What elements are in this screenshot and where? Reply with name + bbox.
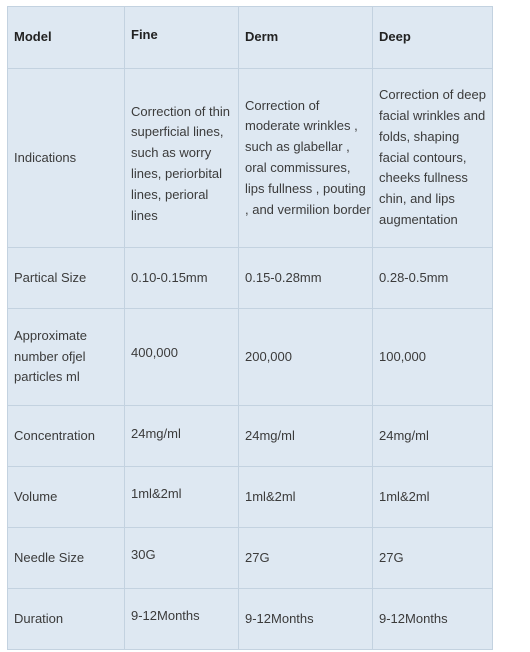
cell-derm: 0.15-0.28mm xyxy=(239,248,373,309)
cell-fine: 30G xyxy=(125,528,239,589)
cell-derm xyxy=(239,69,373,248)
cell-deep: 1ml&2ml xyxy=(373,467,493,528)
cell-deep xyxy=(373,69,493,248)
cell-fine: 0.10-0.15mm xyxy=(125,248,239,309)
header-model: Model xyxy=(8,7,125,69)
table-row xyxy=(8,248,493,309)
cell-fine: 1ml&2ml xyxy=(125,467,239,528)
cell-derm: 200,000 xyxy=(239,309,373,406)
cell-derm: 9-12Months xyxy=(239,589,373,650)
header-fine: Fine xyxy=(125,7,239,69)
row-label: Volume xyxy=(8,467,125,528)
table-row xyxy=(8,528,493,589)
row-label: Needle Size xyxy=(8,528,125,589)
cell-deep-text: Correction of deep facial wrinkles and folds, shaping facial contours, cheeks fullness chin, and lips augmentation xyxy=(379,87,486,227)
table-row xyxy=(8,589,493,650)
row-label: Approximate number ofjel particles ml xyxy=(8,309,125,406)
cell-fine: 9-12Months xyxy=(125,589,239,650)
row-label: Partical Size xyxy=(8,248,125,309)
cell-deep: 100,000 xyxy=(373,309,493,406)
cell-deep: 24mg/ml xyxy=(373,406,493,467)
row-label: Indications xyxy=(8,69,125,248)
cell-fine: 400,000 xyxy=(125,309,239,406)
cell-derm-text: Correction of moderate wrinkles , such as glabellar , oral commissures, lips fullness , pouting , and vermilion border xyxy=(245,97,371,217)
table-row xyxy=(8,467,493,528)
cell-derm: 24mg/ml xyxy=(239,406,373,467)
cell-deep: 27G xyxy=(373,528,493,589)
table-row xyxy=(8,406,493,467)
row-label: Duration xyxy=(8,589,125,650)
cell-deep: 0.28-0.5mm xyxy=(373,248,493,309)
row-label: Concentration xyxy=(8,406,125,467)
cell-fine-text: Correction of thin superficial lines, such as worry lines, periorbital lines, perioral lines xyxy=(131,103,230,223)
header-deep: Deep xyxy=(373,7,493,69)
cell-fine: 24mg/ml xyxy=(125,406,239,467)
header-derm: Derm xyxy=(239,7,373,69)
header-row xyxy=(8,7,493,69)
cell-deep: 9-12Months xyxy=(373,589,493,650)
spec-table xyxy=(7,6,493,650)
table-row xyxy=(8,69,493,248)
cell-fine xyxy=(125,69,239,248)
cell-derm: 27G xyxy=(239,528,373,589)
table-row xyxy=(8,309,493,406)
cell-derm: 1ml&2ml xyxy=(239,467,373,528)
